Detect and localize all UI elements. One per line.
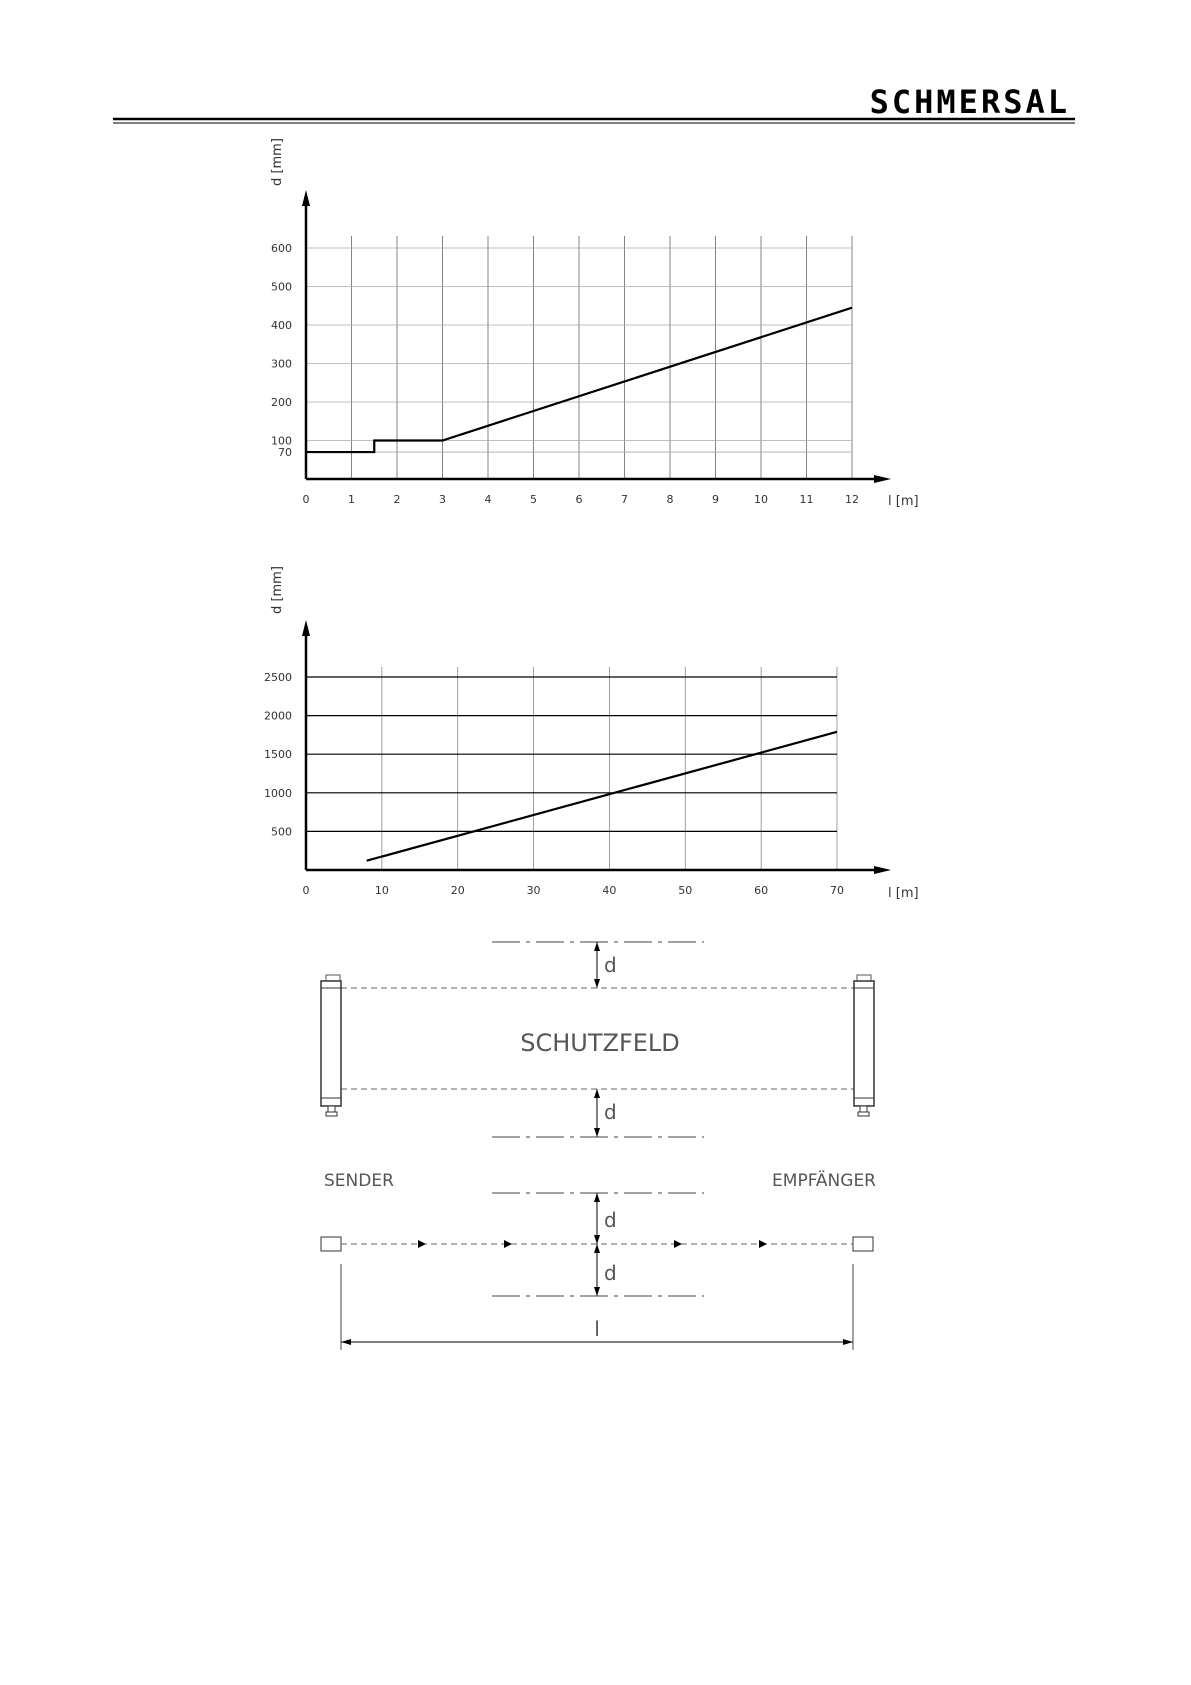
single-beam-sender	[321, 1237, 341, 1251]
chart1-x-tick-label: 5	[530, 493, 537, 506]
chart1-y-tick-label: 70	[278, 446, 292, 460]
chart2-y-tick-label: 2000	[264, 709, 292, 723]
sender-device	[321, 975, 341, 1116]
chart2-y-tick-label: 2500	[264, 671, 292, 684]
distance-label-top: d	[604, 953, 617, 977]
receiver-device	[854, 975, 874, 1116]
chart2-x-tick-label: 10	[374, 884, 389, 897]
chart2-x-arrow	[874, 866, 891, 874]
chart2-series	[367, 732, 837, 861]
chart1-xlabel: l [m]	[888, 494, 919, 509]
chart1-ylabel: d [mm]	[270, 138, 285, 186]
chart2-series-line	[367, 732, 837, 861]
chart2-xlabel: l [m]	[888, 886, 919, 901]
brand-logo: SCHMERSAL	[869, 83, 1070, 121]
chart1-x-tick-label: 10	[754, 493, 768, 506]
chart1-y-ticks	[271, 242, 292, 459]
sender-label: SENDER	[324, 1171, 394, 1191]
chart1-x-tick-label: 2	[393, 493, 401, 506]
chart1-x-tick-label: 8	[666, 493, 674, 506]
chart2-x-tick-label: 70	[830, 884, 844, 897]
chart-range-large	[264, 566, 919, 901]
chart2-y-tick-label: 500	[271, 825, 292, 839]
chart1-axes	[302, 190, 891, 483]
chart1-x-tick-label: 3	[439, 493, 446, 506]
chart1-y-tick-label: 400	[271, 319, 292, 332]
single-beam-receiver	[853, 1237, 873, 1251]
chart1-x-tick-label: 12	[845, 493, 859, 506]
chart-range-small	[270, 138, 919, 509]
header	[113, 83, 1075, 123]
chart2-x-tick-label: 30	[526, 884, 541, 897]
chart1-x-tick-label: 6	[575, 493, 583, 506]
chart2-x-tick-label: 50	[678, 884, 693, 897]
chart2-y-tick-label: 1000	[264, 786, 292, 800]
chart1-x-tick-label: 1	[348, 493, 355, 506]
chart2-y-arrow	[302, 620, 310, 636]
chart1-y-tick-label: 500	[271, 280, 292, 294]
field-label: SCHUTZFELD	[520, 1029, 680, 1057]
chart2-grid	[306, 667, 837, 870]
distance-label-beam-lower: d	[604, 1261, 617, 1285]
chart2-x-tick-label: 60	[754, 884, 769, 897]
chart1-grid	[306, 236, 852, 479]
chart1-x-tick-label: 11	[799, 493, 814, 506]
chart1-x-arrow	[874, 475, 891, 483]
chart2-x-tick-label: 0	[302, 884, 310, 897]
length-label: l	[594, 1317, 600, 1341]
chart1-x-tick-label: 4	[484, 493, 492, 506]
distance-label-bottom: d	[604, 1100, 617, 1124]
protective-field-diagram	[321, 942, 876, 1350]
chart2-ylabel: d [mm]	[270, 566, 285, 614]
chart1-y-tick-label: 200	[271, 396, 292, 409]
chart1-y-tick-label: 600	[271, 242, 292, 255]
chart1-x-ticks	[303, 493, 860, 506]
receiver-label: EMPFÄNGER	[772, 1171, 876, 1191]
chart1-x-tick-label: 7	[621, 493, 628, 506]
chart2-axes	[302, 620, 891, 874]
chart1-x-tick-label: 0	[302, 493, 310, 506]
chart2-x-tick-label: 40	[602, 884, 617, 897]
chart2-y-tick-label: 1500	[264, 748, 292, 762]
chart2-x-tick-label: 20	[450, 884, 465, 897]
chart2-x-ticks	[303, 884, 845, 897]
distance-label-beam-upper: d	[604, 1208, 617, 1232]
chart2-y-ticks	[264, 671, 292, 838]
chart1-y-arrow	[302, 190, 310, 206]
chart1-y-tick-label: 300	[271, 357, 292, 371]
chart1-x-tick-label: 9	[712, 493, 719, 506]
chart1-y-tick-label: 100	[271, 434, 292, 448]
